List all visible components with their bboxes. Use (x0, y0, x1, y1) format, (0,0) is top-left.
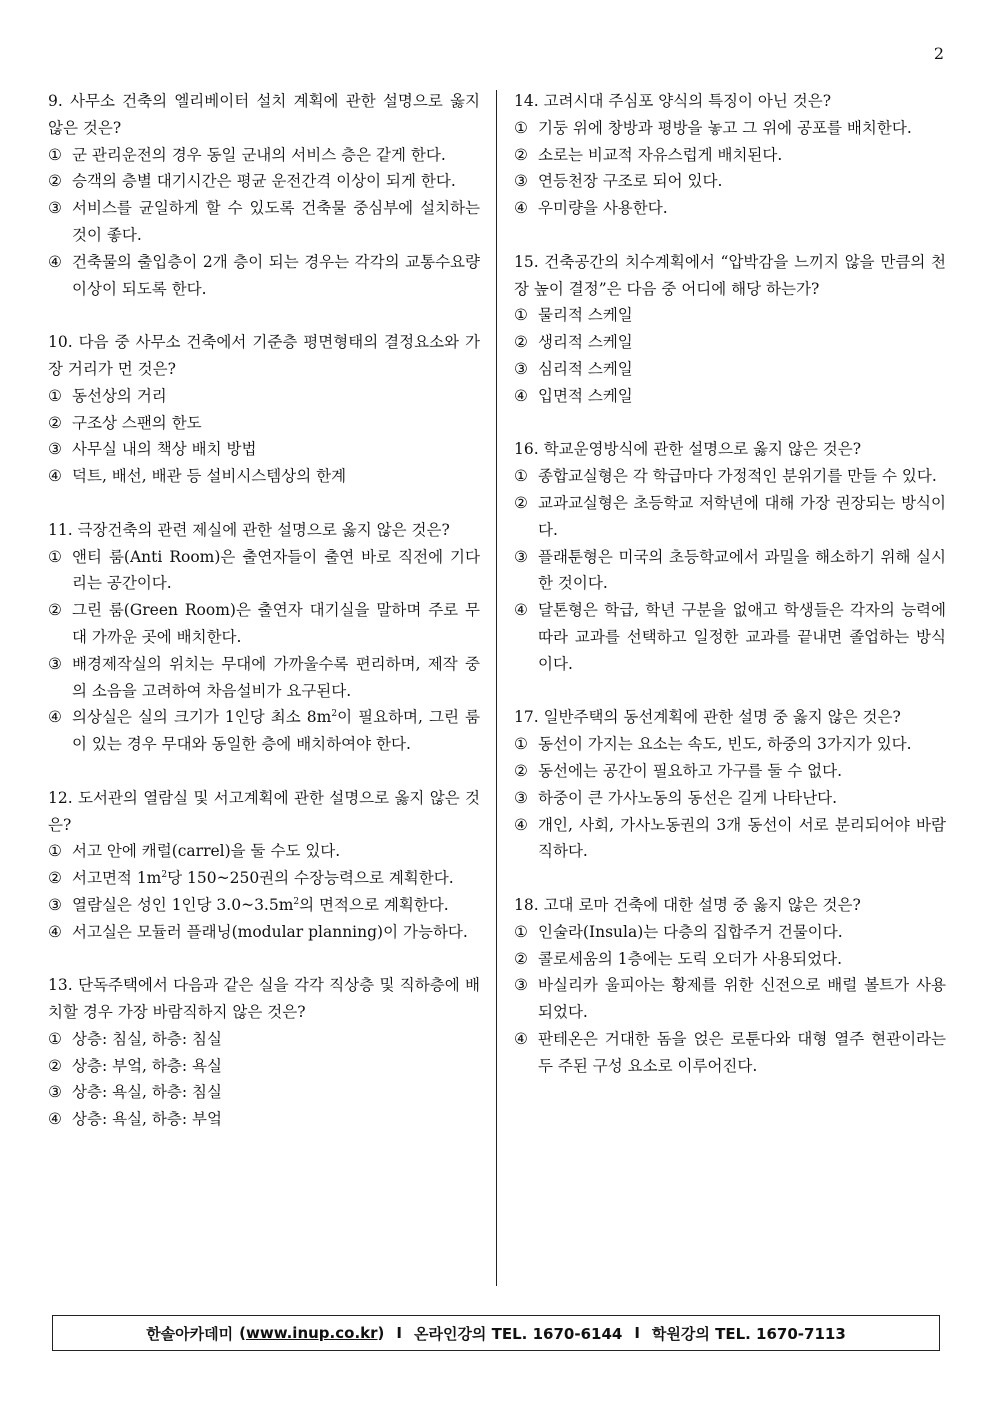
answer-option (48, 1079, 480, 1106)
option-text (72, 544, 480, 598)
answer-option (48, 1026, 480, 1053)
answer-option (514, 142, 946, 169)
option-text-main: 상층: 부엌, 하층: 욕실 (72, 1056, 222, 1075)
option-text-main: 기둥 위에 창방과 평방을 놓고 그 위에 공포를 배치한다. (538, 118, 912, 137)
option-text-main: 앤티 룸(Anti Room)은 출연자들이 출연 바로 직전에 기다리는 공간이다. (72, 547, 480, 593)
option-number: ② (514, 761, 528, 780)
footer-url-link[interactable]: www.inup.co.kr (246, 1324, 378, 1342)
option-number: ① (48, 842, 62, 861)
option-text-main: 서고실은 모듈러 플래닝(modular planning)이 가능하다. (72, 922, 468, 941)
option-text-main: 우미량을 사용한다. (538, 199, 668, 218)
footer-box (52, 1315, 940, 1351)
answer-option (514, 785, 946, 812)
option-text (72, 1079, 480, 1106)
answer-option (514, 758, 946, 785)
answer-option (514, 302, 946, 329)
option-text-main: 의상실은 실의 크기가 1인당 최소 8m (72, 708, 332, 727)
question-block (48, 972, 480, 1133)
option-text-main: 입면적 스케일 (538, 386, 633, 405)
option-text (72, 704, 480, 758)
answer-option (48, 544, 480, 598)
option-number: ① (48, 547, 62, 566)
option-number: ② (48, 601, 62, 620)
option-text (538, 544, 946, 598)
answer-option (48, 838, 480, 865)
option-number: ① (514, 306, 528, 325)
option-text-main: 콜로세움의 1층에는 도릭 오더가 사용되었다. (538, 949, 843, 968)
option-text-main: 상층: 침실, 하층: 침실 (72, 1029, 222, 1048)
option-text-main: 열람실은 성인 1인당 3.0~3.5m (72, 895, 294, 914)
option-number: ③ (48, 654, 62, 673)
option-text-main: 동선에는 공간이 필요하고 가구를 둘 수 없다. (538, 761, 843, 780)
option-text-main: 상층: 욕실, 하층: 침실 (72, 1083, 222, 1102)
option-number: ④ (48, 922, 62, 941)
option-text-main: 생리적 스케일 (538, 333, 633, 352)
question-stem: 12. 도서관의 열람실 및 서고계획에 관한 설명으로 옳지 않은 것은? (48, 788, 480, 834)
option-text (72, 142, 480, 169)
answer-option (514, 356, 946, 383)
answer-option (514, 168, 946, 195)
option-text (538, 597, 946, 677)
option-text-main: 승객의 층별 대기시간은 평균 운전간격 이상이 되게 한다. (72, 172, 456, 191)
option-number: ④ (514, 815, 528, 834)
answer-option (48, 597, 480, 651)
option-text (72, 597, 480, 651)
option-text-main: 서고면적 1m (72, 869, 162, 888)
option-text (538, 731, 946, 758)
answer-option (514, 329, 946, 356)
option-text (538, 302, 946, 329)
option-text (72, 463, 480, 490)
option-number: ② (48, 172, 62, 191)
answer-option (48, 704, 480, 758)
answer-option (48, 651, 480, 705)
option-text (538, 785, 946, 812)
right-column (514, 88, 946, 1079)
option-text-main: 동선이 가지는 요소는 속도, 빈도, 하중의 3가지가 있다. (538, 735, 912, 754)
question-stem: 10. 다음 중 사무소 건축에서 기준층 평면형태의 결정요소와 가장 거리가 먼 것은? (48, 333, 480, 378)
option-text-main: 종합교실형은 각 학급마다 가정적인 분위기를 만들 수 있다. (538, 467, 937, 486)
option-text (538, 195, 946, 222)
option-text (72, 838, 480, 865)
option-text (72, 249, 480, 303)
option-text (72, 1106, 480, 1133)
question-block (514, 88, 946, 222)
option-number: ③ (48, 1083, 62, 1102)
option-number: ② (48, 1056, 62, 1075)
option-number: ② (48, 413, 62, 432)
left-column (48, 88, 480, 1133)
answer-option (48, 168, 480, 195)
option-number: ④ (514, 601, 528, 620)
option-number: ④ (514, 1029, 528, 1048)
footer-paren-close: ) (377, 1324, 385, 1342)
question-stem: 14. 고려시대 주심포 양식의 특징이 아닌 것은? (514, 92, 832, 110)
option-text (72, 383, 480, 410)
footer-academy: 한솔아카데미 (146, 1324, 234, 1343)
option-number: ① (514, 467, 528, 486)
option-number: ③ (514, 172, 528, 191)
question-block (514, 436, 946, 677)
answer-option (48, 865, 480, 892)
superscript: 2 (331, 709, 338, 720)
answer-option (514, 1026, 946, 1080)
option-text-main: 서비스를 균일하게 할 수 있도록 건축물 중심부에 설치하는 것이 좋다. (72, 199, 480, 244)
option-number: ① (514, 922, 528, 941)
option-number: ② (514, 493, 528, 512)
answer-option (514, 115, 946, 142)
option-text-main: 군 관리운전의 경우 동일 군내의 서비스 층은 같게 한다. (72, 145, 446, 164)
option-text-main: 동선상의 거리 (72, 386, 167, 405)
option-text-tail: 이 필요하며, 그린 룸이 있는 경우 무대와 동일한 층에 배치하여야 한다. (72, 708, 480, 754)
footer-paren-open: ( (239, 1324, 246, 1342)
option-number: ③ (514, 976, 528, 995)
question-stem: 18. 고대 로마 건축에 대한 설명 중 옳지 않은 것은? (514, 895, 861, 914)
answer-option (514, 597, 946, 677)
option-text-main: 심리적 스케일 (538, 359, 633, 378)
option-text-main: 구조상 스팬의 한도 (72, 413, 202, 432)
option-number: ② (514, 949, 528, 968)
option-text-main: 하중이 큰 가사노동의 동선은 길게 나타난다. (538, 788, 838, 807)
option-text-main: 사무실 내의 책상 배치 방법 (72, 440, 257, 459)
question-stem: 17. 일반주택의 동선계획에 관한 설명 중 옳지 않은 것은? (514, 708, 901, 727)
option-number: ③ (514, 788, 528, 807)
option-number: ① (514, 735, 528, 754)
option-number: ④ (48, 1110, 62, 1129)
option-number: ② (514, 333, 528, 352)
column-divider (496, 90, 497, 1286)
footer-separator: I (396, 1324, 402, 1342)
option-text (538, 329, 946, 356)
answer-option (48, 1053, 480, 1080)
question-stem: 16. 학교운영방식에 관한 설명으로 옳지 않은 것은? (514, 440, 862, 459)
option-text (538, 168, 946, 195)
option-number: ④ (514, 386, 528, 405)
question-block (48, 88, 480, 302)
answer-option (48, 410, 480, 437)
answer-option (514, 490, 946, 544)
option-text-main: 판테온은 거대한 돔을 얹은 로툰다와 대형 열주 현관이라는 두 주된 구성 요소로 이루어진다. (538, 1029, 946, 1075)
option-number: ① (48, 386, 62, 405)
option-number: ④ (514, 199, 528, 218)
superscript: 2 (293, 896, 300, 907)
option-text (538, 919, 946, 946)
option-number: ④ (48, 708, 62, 727)
option-text (72, 892, 480, 919)
question-block (48, 785, 480, 946)
option-text-main: 달톤형은 학급, 학년 구분을 없애고 학생들은 각자의 능력에 따라 교과를 선택하고 일정한 교과를 끝내면 졸업하는 방식이다. (538, 601, 946, 673)
option-text (538, 115, 946, 142)
option-text (72, 410, 480, 437)
option-number: ④ (48, 252, 62, 271)
option-number: ① (514, 118, 528, 137)
answer-option (48, 892, 480, 919)
option-text-tail: 당 150~250권의 수장능력으로 계획한다. (167, 869, 454, 888)
option-text (72, 436, 480, 463)
question-stem: 15. 건축공간의 치수계획에서 “압박감을 느끼지 않을 만큼의 천장 높이 결정”은 다음 중 어디에 해당 하는가? (514, 252, 946, 298)
option-text (72, 1053, 480, 1080)
answer-option (514, 463, 946, 490)
option-text-main: 인술라(Insula)는 다층의 집합주거 건물이다. (538, 922, 843, 941)
answer-option (514, 812, 946, 866)
option-number: ① (48, 1029, 62, 1048)
footer-offline-tel: 학원강의 TEL. 1670-7113 (651, 1324, 846, 1343)
question-block (48, 329, 480, 490)
option-text (72, 195, 480, 249)
answer-option (48, 436, 480, 463)
option-text-main: 서고 안에 캐럴(carrel)을 둘 수도 있다. (72, 842, 341, 861)
question-stem: 11. 극장건축의 관련 제실에 관한 설명으로 옳지 않은 것은? (48, 520, 450, 539)
question-block (514, 704, 946, 865)
option-text (538, 812, 946, 866)
answer-option (48, 249, 480, 303)
question-block (514, 249, 946, 410)
option-number: ③ (514, 359, 528, 378)
answer-option (514, 195, 946, 222)
superscript: 2 (161, 869, 168, 880)
option-text (72, 919, 480, 946)
answer-option (514, 731, 946, 758)
answer-option (514, 544, 946, 598)
answer-option (48, 1106, 480, 1133)
answer-option (514, 946, 946, 973)
option-text (72, 1026, 480, 1053)
option-text (538, 758, 946, 785)
option-text-main: 그린 룸(Green Room)은 출연자 대기실을 말하며 주로 무대 가까운 곳에 배치한다. (72, 601, 480, 646)
option-text (538, 383, 946, 410)
option-text-main: 배경제작실의 위치는 무대에 가까울수록 편리하며, 제작 중의 소음을 고려하여 차음설비가 요구된다. (72, 654, 480, 700)
option-text (538, 972, 946, 1026)
question-block (48, 517, 480, 758)
answer-option (48, 195, 480, 249)
answer-option (514, 919, 946, 946)
option-text-main: 교과교실형은 초등학교 저학년에 대해 가장 권장되는 방식이다. (538, 493, 946, 539)
answer-option (48, 383, 480, 410)
option-number: ② (48, 869, 62, 888)
option-number: ③ (48, 199, 62, 218)
option-text (538, 142, 946, 169)
answer-option (48, 919, 480, 946)
answer-option (48, 142, 480, 169)
option-text-main: 상층: 욕실, 하층: 부엌 (72, 1110, 222, 1129)
option-text (538, 463, 946, 490)
option-text (538, 1026, 946, 1080)
option-text-main: 덕트, 배선, 배관 등 설비시스템상의 한계 (72, 467, 347, 486)
option-text-main: 개인, 사회, 가사노동권의 3개 동선이 서로 분리되어야 바람직하다. (538, 815, 946, 861)
answer-option (514, 383, 946, 410)
option-number: ① (48, 145, 62, 164)
option-number: ③ (48, 895, 62, 914)
option-text (538, 946, 946, 973)
option-number: ③ (48, 440, 62, 459)
question-block (514, 892, 946, 1080)
question-stem: 9. 사무소 건축의 엘리베이터 설치 계획에 관한 설명으로 옳지 않은 것은? (48, 92, 480, 137)
option-text-main: 플래툰형은 미국의 초등학교에서 과밀을 해소하기 위해 실시한 것이다. (538, 547, 946, 593)
page-number: 2 (933, 44, 944, 63)
option-text (72, 865, 480, 892)
option-text (72, 651, 480, 705)
option-text-main: 연등천장 구조로 되어 있다. (538, 172, 723, 191)
option-text-main: 물리적 스케일 (538, 306, 633, 325)
question-stem: 13. 단독주택에서 다음과 같은 실을 각각 직상층 및 직하층에 배치할 경우 가장 바람직하지 않은 것은? (48, 976, 480, 1022)
option-text-main: 건축물의 출입층이 2개 층이 되는 경우는 각각의 교통수요량 이상이 되도록 한다. (72, 252, 480, 298)
option-number: ④ (48, 467, 62, 486)
option-number: ② (514, 145, 528, 164)
option-text-main: 소로는 비교적 자유스럽게 배치된다. (538, 145, 783, 164)
option-text-main: 바실리카 울피아는 황제를 위한 신전으로 배럴 볼트가 사용되었다. (538, 976, 946, 1022)
option-text (538, 356, 946, 383)
option-text-tail: 의 면적으로 계획한다. (299, 895, 449, 914)
option-text (538, 490, 946, 544)
answer-option (48, 463, 480, 490)
option-text (72, 168, 480, 195)
option-number: ③ (514, 547, 528, 566)
footer-separator: I (634, 1324, 640, 1342)
answer-option (514, 972, 946, 1026)
footer-online-tel: 온라인강의 TEL. 1670-6144 (413, 1324, 623, 1343)
